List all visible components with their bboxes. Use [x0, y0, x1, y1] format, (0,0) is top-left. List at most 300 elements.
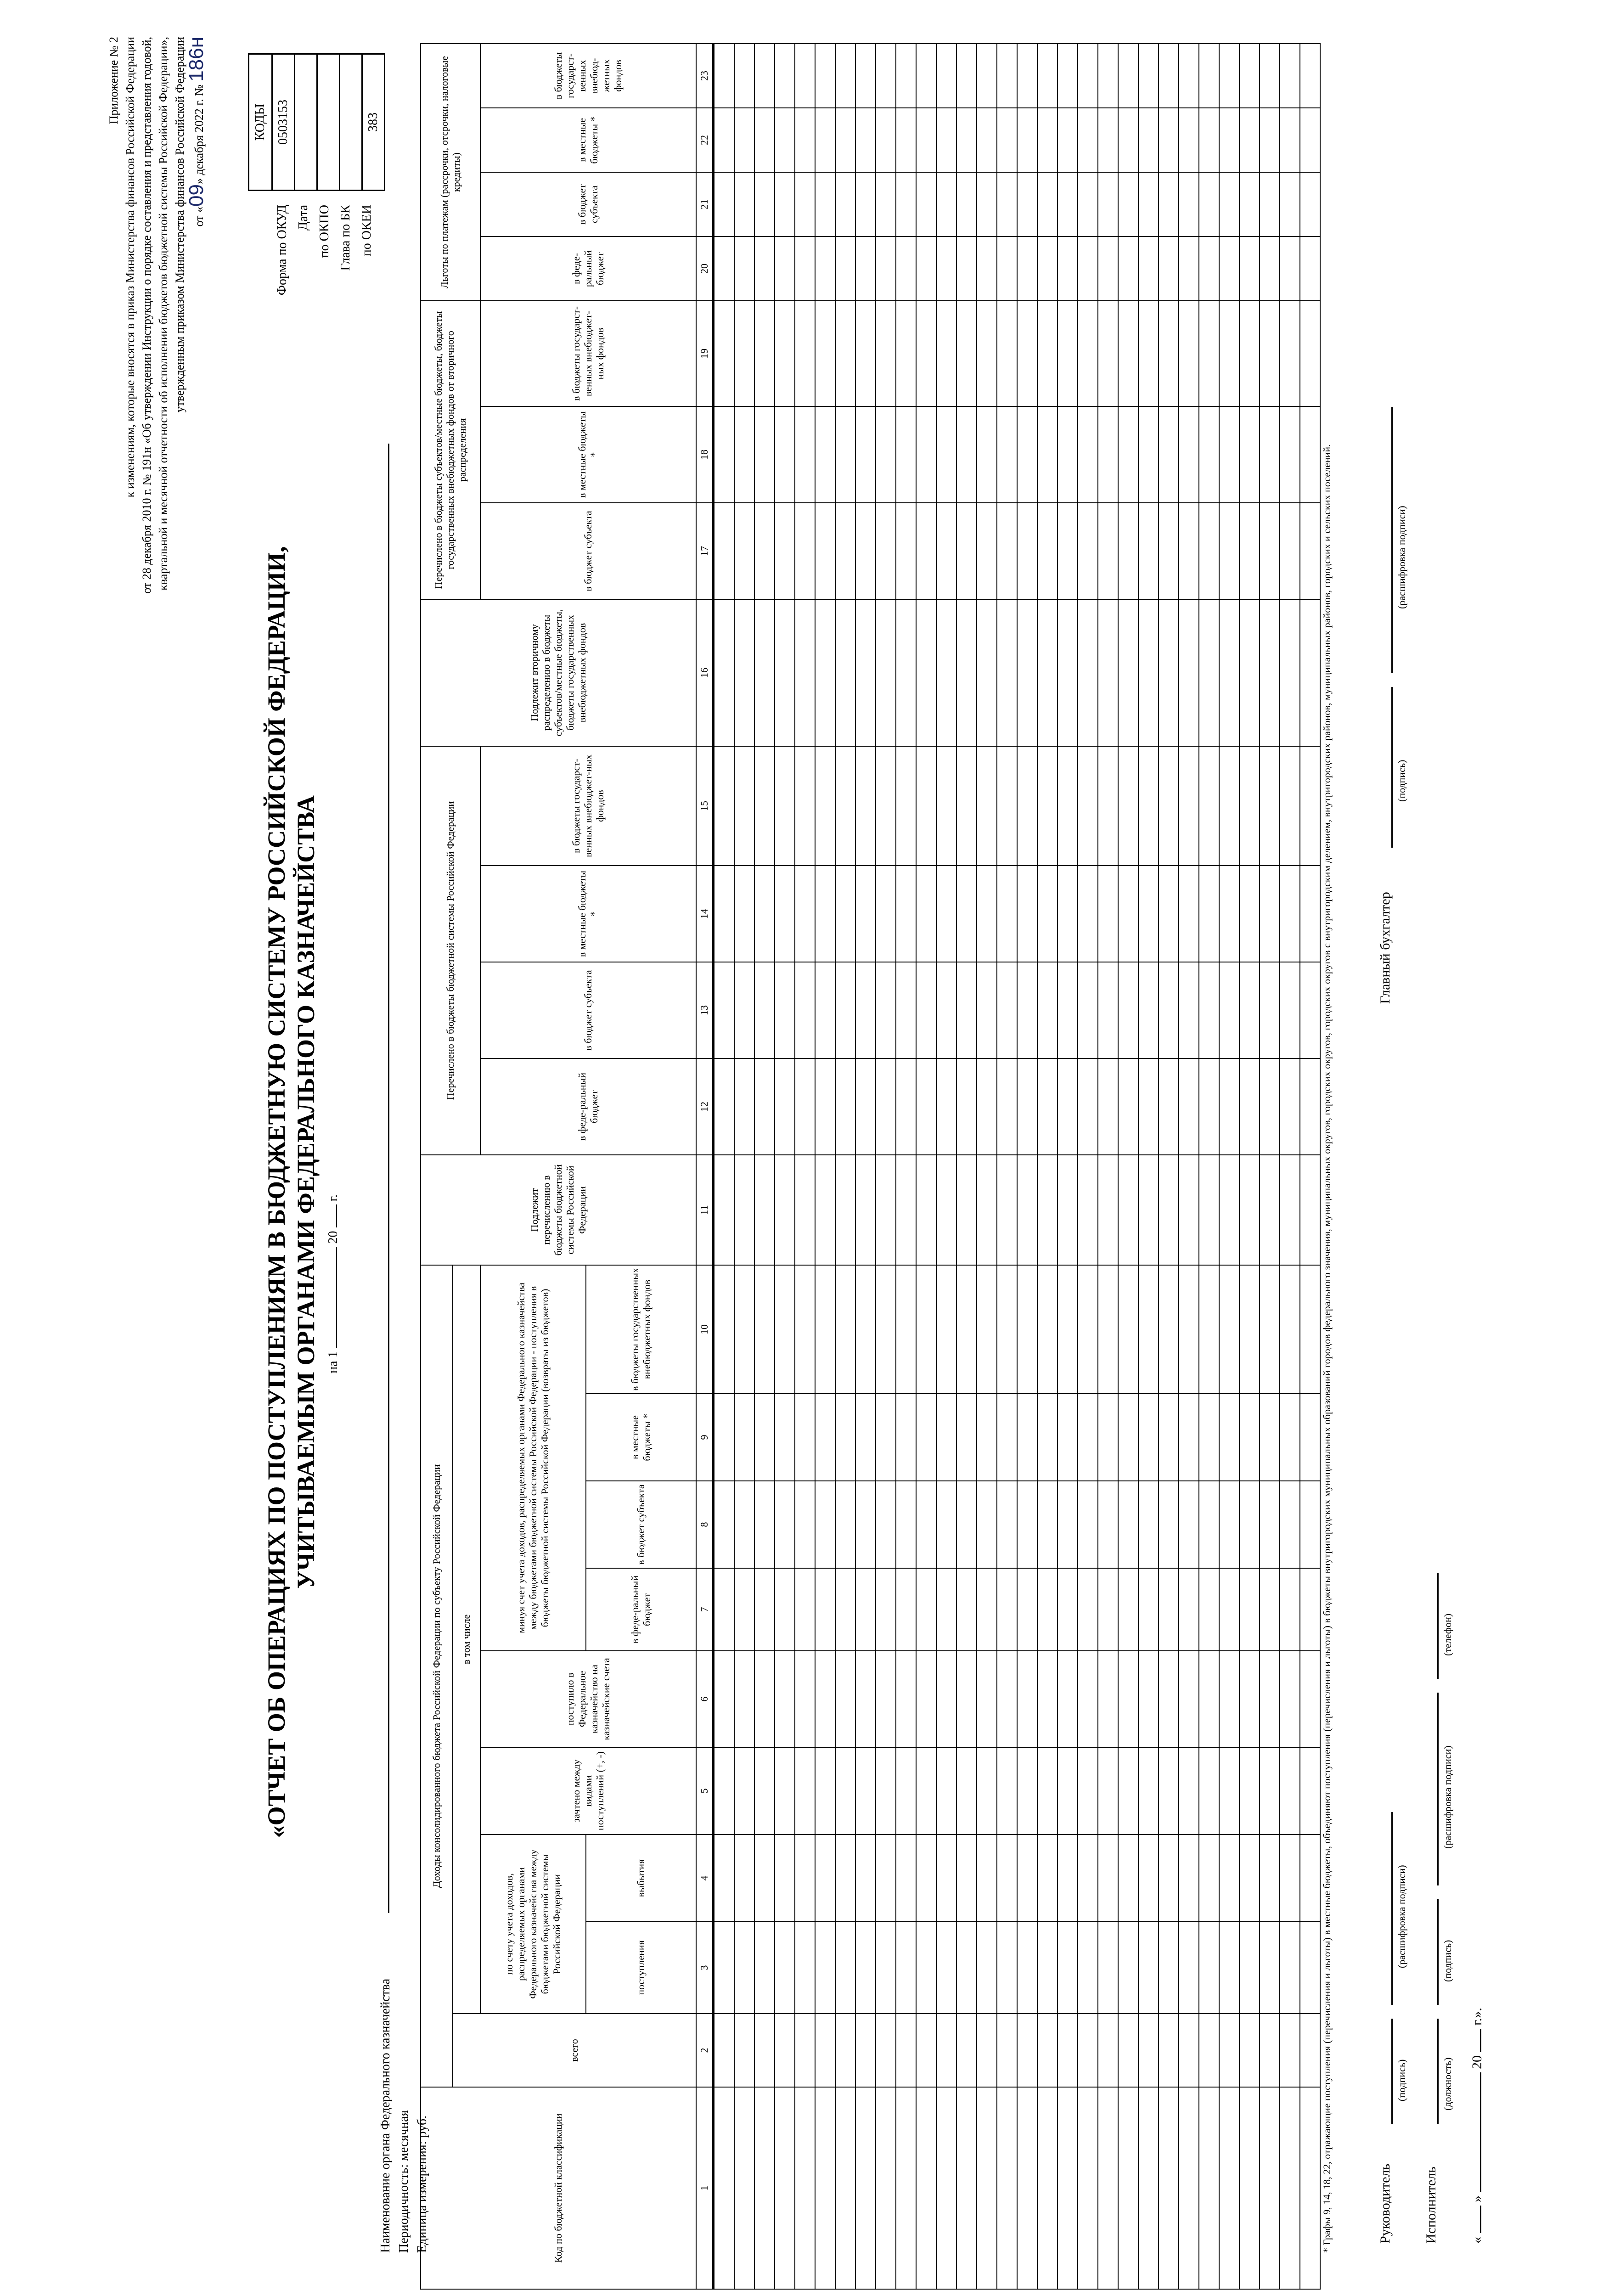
table-cell[interactable]	[855, 503, 876, 599]
table-cell[interactable]	[916, 2014, 936, 2087]
table-cell[interactable]	[1159, 1922, 1179, 2014]
table-cell[interactable]	[855, 2014, 876, 2087]
table-cell[interactable]	[956, 1651, 977, 1747]
table-cell[interactable]	[815, 2014, 835, 2087]
table-cell[interactable]	[754, 1265, 775, 1394]
table-cell[interactable]	[1199, 1651, 1219, 1747]
table-cell[interactable]	[1058, 1651, 1078, 1747]
table-cell[interactable]	[754, 2087, 775, 2289]
table-cell[interactable]	[1219, 1481, 1239, 1568]
table-cell[interactable]	[835, 1747, 855, 1835]
table-cell[interactable]	[1078, 236, 1098, 301]
table-cell[interactable]	[1280, 2014, 1300, 2087]
table-cell[interactable]	[835, 172, 855, 236]
table-cell[interactable]	[936, 1568, 956, 1651]
table-cell[interactable]	[1017, 599, 1037, 746]
table-cell[interactable]	[956, 1265, 977, 1394]
table-cell[interactable]	[1118, 962, 1138, 1058]
table-cell[interactable]	[1239, 1155, 1260, 1265]
table-cell[interactable]	[1118, 2014, 1138, 2087]
table-cell[interactable]	[936, 503, 956, 599]
table-cell[interactable]	[1179, 1058, 1199, 1155]
table-cell[interactable]	[855, 1155, 876, 1265]
table-cell[interactable]	[876, 746, 896, 866]
table-cell[interactable]	[936, 1394, 956, 1481]
table-cell[interactable]	[1199, 108, 1219, 172]
table-cell[interactable]	[876, 301, 896, 406]
table-cell[interactable]	[1260, 2087, 1280, 2289]
table-cell[interactable]	[936, 236, 956, 301]
table-cell[interactable]	[1179, 746, 1199, 866]
table-cell[interactable]	[1239, 1394, 1260, 1481]
table-cell[interactable]	[1219, 1922, 1239, 2014]
table-cell[interactable]	[916, 1747, 936, 1835]
table-cell[interactable]	[775, 236, 795, 301]
table-cell[interactable]	[795, 2014, 815, 2087]
table-cell[interactable]	[1058, 962, 1078, 1058]
table-cell[interactable]	[734, 236, 754, 301]
table-cell[interactable]	[997, 2014, 1017, 2087]
table-cell[interactable]	[1199, 172, 1219, 236]
date-value[interactable]	[295, 54, 317, 191]
table-cell[interactable]	[795, 1155, 815, 1265]
table-cell[interactable]	[775, 2014, 795, 2087]
table-cell[interactable]	[1260, 599, 1280, 746]
table-cell[interactable]	[956, 1568, 977, 1651]
table-cell[interactable]	[1118, 2087, 1138, 2289]
table-cell[interactable]	[1098, 2087, 1118, 2289]
org-name-field[interactable]	[388, 444, 389, 1913]
table-cell[interactable]	[977, 1922, 997, 2014]
table-cell[interactable]	[1017, 1651, 1037, 1747]
table-cell[interactable]	[1239, 599, 1260, 746]
table-cell[interactable]	[1300, 599, 1320, 746]
table-cell[interactable]	[977, 503, 997, 599]
table-cell[interactable]	[795, 2087, 815, 2289]
table-cell[interactable]	[1078, 44, 1098, 108]
table-cell[interactable]	[876, 866, 896, 962]
table-cell[interactable]	[795, 746, 815, 866]
table-cell[interactable]	[936, 301, 956, 406]
table-cell[interactable]	[1219, 108, 1239, 172]
table-cell[interactable]	[1078, 746, 1098, 866]
table-cell[interactable]	[775, 108, 795, 172]
table-cell[interactable]	[876, 406, 896, 503]
table-cell[interactable]	[1058, 301, 1078, 406]
table-cell[interactable]	[1159, 301, 1179, 406]
table-cell[interactable]	[1199, 44, 1219, 108]
table-cell[interactable]	[1098, 1835, 1118, 1922]
table-cell[interactable]	[1017, 108, 1037, 172]
table-cell[interactable]	[1058, 1265, 1078, 1394]
table-cell[interactable]	[1058, 746, 1078, 866]
table-cell[interactable]	[1260, 503, 1280, 599]
table-cell[interactable]	[795, 172, 815, 236]
table-cell[interactable]	[1037, 962, 1058, 1058]
table-cell[interactable]	[1098, 962, 1118, 1058]
table-cell[interactable]	[1300, 406, 1320, 503]
table-cell[interactable]	[1078, 1265, 1098, 1394]
table-cell[interactable]	[1058, 172, 1078, 236]
table-cell[interactable]	[1179, 236, 1199, 301]
executor-phone-field[interactable]	[1437, 1573, 1439, 1679]
table-cell[interactable]	[1260, 1394, 1280, 1481]
table-cell[interactable]	[1058, 236, 1078, 301]
table-cell[interactable]	[1118, 236, 1138, 301]
table-cell[interactable]	[1159, 1058, 1179, 1155]
table-cell[interactable]	[1159, 1835, 1179, 1922]
table-cell[interactable]	[876, 962, 896, 1058]
table-cell[interactable]	[1199, 962, 1219, 1058]
table-cell[interactable]	[1058, 1922, 1078, 2014]
table-cell[interactable]	[835, 1058, 855, 1155]
table-cell[interactable]	[936, 1155, 956, 1265]
table-cell[interactable]	[1098, 2014, 1118, 2087]
table-cell[interactable]	[1260, 236, 1280, 301]
table-cell[interactable]	[1260, 1747, 1280, 1835]
table-cell[interactable]	[775, 599, 795, 746]
table-cell[interactable]	[1159, 599, 1179, 746]
table-cell[interactable]	[775, 503, 795, 599]
table-cell[interactable]	[956, 599, 977, 746]
table-cell[interactable]	[896, 301, 916, 406]
table-cell[interactable]	[956, 746, 977, 866]
table-cell[interactable]	[956, 1835, 977, 1922]
table-cell[interactable]	[916, 44, 936, 108]
table-cell[interactable]	[1280, 503, 1300, 599]
table-cell[interactable]	[1138, 1922, 1159, 2014]
table-cell[interactable]	[734, 1265, 754, 1394]
table-cell[interactable]	[1260, 44, 1280, 108]
table-cell[interactable]	[775, 1747, 795, 1835]
table-cell[interactable]	[1239, 503, 1260, 599]
table-cell[interactable]	[1058, 1058, 1078, 1155]
table-cell[interactable]	[916, 599, 936, 746]
table-cell[interactable]	[835, 962, 855, 1058]
table-cell[interactable]	[1239, 2014, 1260, 2087]
table-cell[interactable]	[977, 406, 997, 503]
table-cell[interactable]	[896, 2087, 916, 2289]
table-cell[interactable]	[1219, 1568, 1239, 1651]
table-cell[interactable]	[1058, 1568, 1078, 1651]
table-cell[interactable]	[916, 503, 936, 599]
table-cell[interactable]	[1159, 1265, 1179, 1394]
table-cell[interactable]	[754, 1568, 775, 1651]
table-cell[interactable]	[714, 44, 735, 108]
table-cell[interactable]	[835, 746, 855, 866]
table-cell[interactable]	[1280, 1922, 1300, 2014]
table-cell[interactable]	[1219, 44, 1239, 108]
table-cell[interactable]	[1199, 406, 1219, 503]
table-cell[interactable]	[1058, 2014, 1078, 2087]
table-cell[interactable]	[795, 962, 815, 1058]
table-cell[interactable]	[815, 2087, 835, 2289]
table-cell[interactable]	[977, 1747, 997, 1835]
table-cell[interactable]	[754, 172, 775, 236]
table-cell[interactable]	[1138, 1481, 1159, 1568]
table-cell[interactable]	[754, 301, 775, 406]
table-cell[interactable]	[1098, 599, 1118, 746]
table-cell[interactable]	[956, 1394, 977, 1481]
table-cell[interactable]	[754, 1747, 775, 1835]
table-cell[interactable]	[1098, 1651, 1118, 1747]
table-cell[interactable]	[1078, 1747, 1098, 1835]
table-cell[interactable]	[1118, 1835, 1138, 1922]
table-cell[interactable]	[754, 746, 775, 866]
table-cell[interactable]	[734, 962, 754, 1058]
table-cell[interactable]	[896, 503, 916, 599]
table-cell[interactable]	[1300, 108, 1320, 172]
table-cell[interactable]	[1300, 962, 1320, 1058]
table-cell[interactable]	[855, 1481, 876, 1568]
table-cell[interactable]	[835, 406, 855, 503]
sign-day-field[interactable]	[1480, 2206, 1481, 2234]
table-cell[interactable]	[855, 2087, 876, 2289]
table-cell[interactable]	[1239, 301, 1260, 406]
table-cell[interactable]	[936, 1651, 956, 1747]
table-cell[interactable]	[734, 108, 754, 172]
table-cell[interactable]	[775, 866, 795, 962]
table-cell[interactable]	[1179, 1155, 1199, 1265]
table-cell[interactable]	[1017, 962, 1037, 1058]
table-cell[interactable]	[1280, 1481, 1300, 1568]
table-cell[interactable]	[916, 1835, 936, 1922]
table-cell[interactable]	[1300, 866, 1320, 962]
table-cell[interactable]	[1199, 599, 1219, 746]
table-cell[interactable]	[1219, 2087, 1239, 2289]
table-cell[interactable]	[754, 1058, 775, 1155]
table-cell[interactable]	[714, 1058, 735, 1155]
table-cell[interactable]	[997, 108, 1017, 172]
table-cell[interactable]	[714, 1651, 735, 1747]
table-cell[interactable]	[1118, 1651, 1138, 1747]
table-cell[interactable]	[815, 1747, 835, 1835]
table-cell[interactable]	[1239, 108, 1260, 172]
table-cell[interactable]	[714, 236, 735, 301]
table-cell[interactable]	[734, 301, 754, 406]
table-cell[interactable]	[815, 746, 835, 866]
table-cell[interactable]	[1300, 746, 1320, 866]
table-cell[interactable]	[876, 1835, 896, 1922]
table-cell[interactable]	[1058, 1747, 1078, 1835]
table-cell[interactable]	[815, 108, 835, 172]
table-cell[interactable]	[997, 1568, 1017, 1651]
table-cell[interactable]	[754, 1394, 775, 1481]
table-cell[interactable]	[795, 1922, 815, 2014]
table-cell[interactable]	[1138, 108, 1159, 172]
table-cell[interactable]	[1199, 1835, 1219, 1922]
table-cell[interactable]	[1017, 44, 1037, 108]
table-cell[interactable]	[1098, 1058, 1118, 1155]
table-cell[interactable]	[855, 866, 876, 962]
table-cell[interactable]	[1260, 406, 1280, 503]
table-cell[interactable]	[916, 406, 936, 503]
table-cell[interactable]	[855, 406, 876, 503]
table-cell[interactable]	[1098, 172, 1118, 236]
table-cell[interactable]	[1118, 1922, 1138, 2014]
table-cell[interactable]	[997, 962, 1017, 1058]
table-cell[interactable]	[795, 1651, 815, 1747]
table-cell[interactable]	[714, 866, 735, 962]
table-cell[interactable]	[1159, 44, 1179, 108]
table-cell[interactable]	[1239, 236, 1260, 301]
table-cell[interactable]	[1017, 503, 1037, 599]
table-cell[interactable]	[734, 746, 754, 866]
table-cell[interactable]	[1098, 866, 1118, 962]
table-cell[interactable]	[1058, 503, 1078, 599]
table-cell[interactable]	[1260, 1481, 1280, 1568]
table-cell[interactable]	[896, 1651, 916, 1747]
table-cell[interactable]	[815, 1651, 835, 1747]
table-cell[interactable]	[795, 301, 815, 406]
table-cell[interactable]	[916, 1568, 936, 1651]
table-cell[interactable]	[1098, 1155, 1118, 1265]
table-cell[interactable]	[997, 1155, 1017, 1265]
table-cell[interactable]	[1300, 44, 1320, 108]
table-cell[interactable]	[956, 1747, 977, 1835]
table-cell[interactable]	[1118, 1568, 1138, 1651]
table-cell[interactable]	[1280, 1058, 1300, 1155]
table-cell[interactable]	[714, 2087, 735, 2289]
head-name-field[interactable]	[1391, 1812, 1393, 2005]
table-cell[interactable]	[734, 1922, 754, 2014]
table-cell[interactable]	[1199, 1265, 1219, 1394]
period-day-field[interactable]	[336, 1247, 337, 1348]
table-cell[interactable]	[896, 1747, 916, 1835]
table-cell[interactable]	[1219, 1155, 1239, 1265]
table-cell[interactable]	[734, 866, 754, 962]
table-cell[interactable]	[896, 1481, 916, 1568]
table-cell[interactable]	[855, 1651, 876, 1747]
table-cell[interactable]	[896, 236, 916, 301]
table-cell[interactable]	[1300, 1922, 1320, 2014]
table-cell[interactable]	[1280, 962, 1300, 1058]
table-cell[interactable]	[1138, 1651, 1159, 1747]
table-cell[interactable]	[1118, 746, 1138, 866]
table-cell[interactable]	[795, 236, 815, 301]
table-cell[interactable]	[714, 1835, 735, 1922]
table-cell[interactable]	[734, 1747, 754, 1835]
table-cell[interactable]	[775, 1922, 795, 2014]
table-cell[interactable]	[1159, 406, 1179, 503]
table-cell[interactable]	[835, 1568, 855, 1651]
table-cell[interactable]	[936, 1481, 956, 1568]
table-cell[interactable]	[977, 962, 997, 1058]
table-cell[interactable]	[1300, 172, 1320, 236]
table-cell[interactable]	[977, 599, 997, 746]
table-cell[interactable]	[997, 301, 1017, 406]
table-cell[interactable]	[1037, 2014, 1058, 2087]
table-cell[interactable]	[876, 599, 896, 746]
table-cell[interactable]	[855, 599, 876, 746]
table-cell[interactable]	[1179, 866, 1199, 962]
table-cell[interactable]	[876, 44, 896, 108]
table-cell[interactable]	[1078, 503, 1098, 599]
table-cell[interactable]	[1280, 406, 1300, 503]
table-cell[interactable]	[855, 1747, 876, 1835]
table-cell[interactable]	[1037, 301, 1058, 406]
table-cell[interactable]	[916, 1265, 936, 1394]
table-cell[interactable]	[997, 2087, 1017, 2289]
table-cell[interactable]	[835, 2087, 855, 2289]
table-cell[interactable]	[815, 962, 835, 1058]
table-cell[interactable]	[1078, 1058, 1098, 1155]
table-cell[interactable]	[1300, 1394, 1320, 1481]
table-cell[interactable]	[835, 236, 855, 301]
table-cell[interactable]	[1017, 1155, 1037, 1265]
table-cell[interactable]	[1219, 2014, 1239, 2087]
table-cell[interactable]	[1037, 1265, 1058, 1394]
table-cell[interactable]	[1037, 1394, 1058, 1481]
table-cell[interactable]	[1300, 2014, 1320, 2087]
executor-signature-field[interactable]	[1437, 1899, 1439, 2005]
table-cell[interactable]	[1138, 172, 1159, 236]
table-cell[interactable]	[1078, 2014, 1098, 2087]
table-cell[interactable]	[1219, 1651, 1239, 1747]
table-cell[interactable]	[916, 746, 936, 866]
head-signature-field[interactable]	[1391, 2019, 1393, 2124]
table-cell[interactable]	[977, 1394, 997, 1481]
table-cell[interactable]	[997, 866, 1017, 962]
table-cell[interactable]	[1098, 1481, 1118, 1568]
table-cell[interactable]	[1017, 1568, 1037, 1651]
table-cell[interactable]	[1239, 2087, 1260, 2289]
table-cell[interactable]	[754, 108, 775, 172]
table-cell[interactable]	[754, 2014, 775, 2087]
table-cell[interactable]	[997, 1747, 1017, 1835]
table-cell[interactable]	[876, 108, 896, 172]
table-cell[interactable]	[775, 44, 795, 108]
table-cell[interactable]	[1017, 1265, 1037, 1394]
table-cell[interactable]	[775, 1155, 795, 1265]
table-cell[interactable]	[714, 1481, 735, 1568]
table-cell[interactable]	[997, 1651, 1017, 1747]
table-cell[interactable]	[916, 1058, 936, 1155]
table-cell[interactable]	[1037, 1481, 1058, 1568]
table-cell[interactable]	[754, 1922, 775, 2014]
table-cell[interactable]	[1219, 172, 1239, 236]
table-cell[interactable]	[1078, 1922, 1098, 2014]
table-cell[interactable]	[855, 172, 876, 236]
table-cell[interactable]	[1179, 1747, 1199, 1835]
table-cell[interactable]	[1280, 44, 1300, 108]
table-cell[interactable]	[815, 1835, 835, 1922]
table-cell[interactable]	[876, 236, 896, 301]
table-cell[interactable]	[1260, 1155, 1280, 1265]
table-cell[interactable]	[1078, 172, 1098, 236]
table-cell[interactable]	[876, 1155, 896, 1265]
table-cell[interactable]	[754, 599, 775, 746]
table-cell[interactable]	[1280, 599, 1300, 746]
table-cell[interactable]	[775, 1568, 795, 1651]
table-cell[interactable]	[916, 1155, 936, 1265]
table-cell[interactable]	[936, 1265, 956, 1394]
table-cell[interactable]	[1260, 866, 1280, 962]
table-cell[interactable]	[956, 962, 977, 1058]
table-cell[interactable]	[956, 1155, 977, 1265]
table-cell[interactable]	[1017, 746, 1037, 866]
table-cell[interactable]	[835, 108, 855, 172]
table-cell[interactable]	[1118, 1747, 1138, 1835]
table-cell[interactable]	[1260, 108, 1280, 172]
table-cell[interactable]	[714, 1568, 735, 1651]
table-cell[interactable]	[1037, 44, 1058, 108]
okei-value[interactable]: 383	[362, 54, 385, 191]
table-cell[interactable]	[1239, 746, 1260, 866]
table-cell[interactable]	[1179, 1922, 1199, 2014]
table-cell[interactable]	[754, 1835, 775, 1922]
table-cell[interactable]	[1118, 1265, 1138, 1394]
